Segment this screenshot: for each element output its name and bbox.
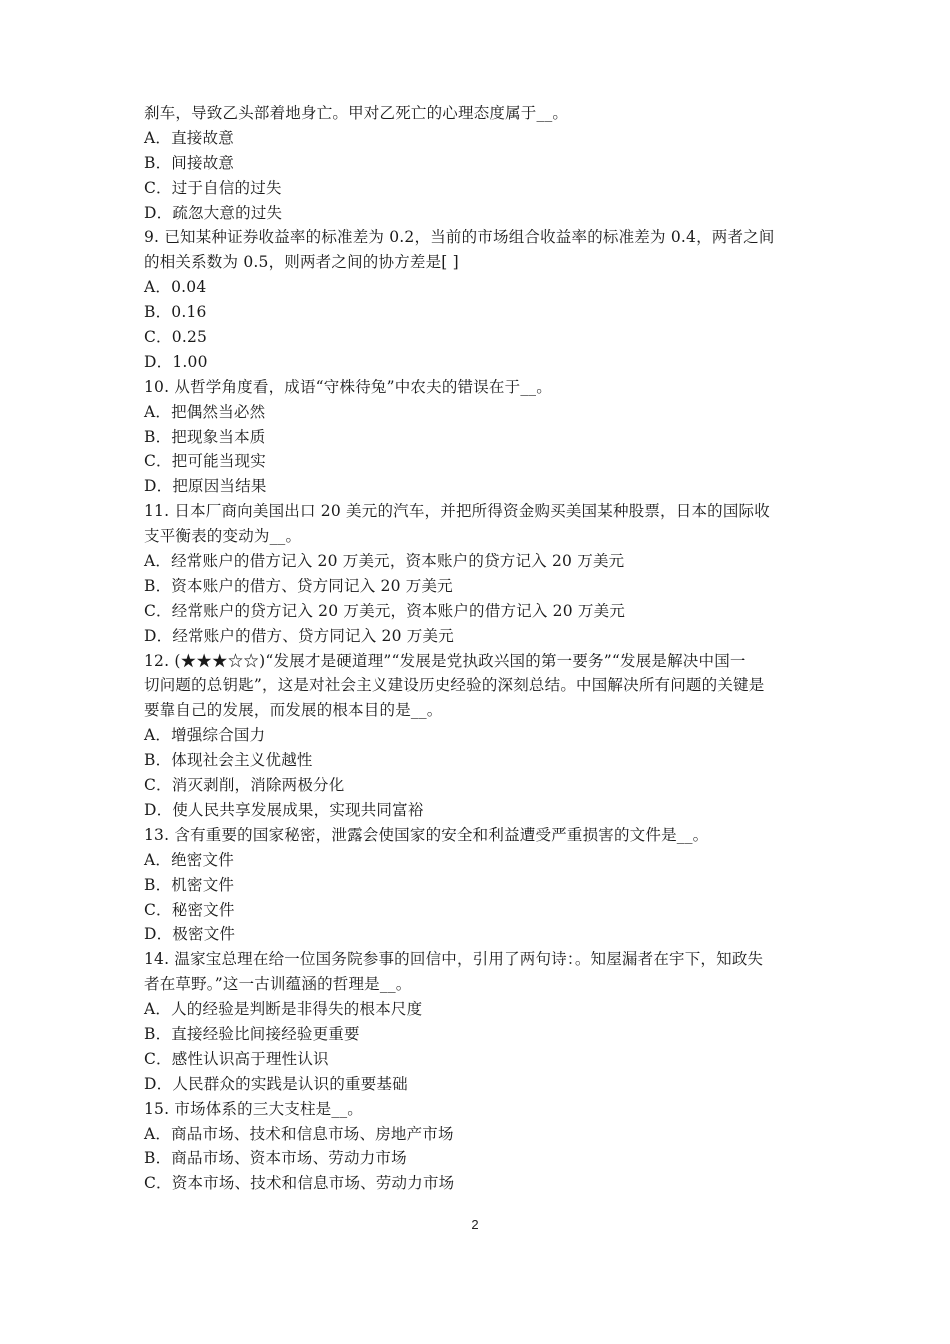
text-line: 支平衡表的变动为__。 <box>144 527 302 546</box>
text-line: C．把可能当现实 <box>144 452 266 471</box>
text-line: 14. 温家宝总理在给一位国务院参事的回信中，引用了两句诗：。知屋漏者在宇下，知政失 <box>144 950 764 969</box>
text-line: D．使人民共享发展成果，实现共同富裕 <box>144 800 424 819</box>
text-line: A．商品市场、技术和信息市场、房地产市场 <box>144 1124 454 1143</box>
page-content <box>144 101 810 1196</box>
text-line: 的相关系数为 0.5，则两者之间的协方差是[ ] <box>144 253 459 272</box>
text-line: B．0.16 <box>144 303 207 322</box>
text-line: B．体现社会主义优越性 <box>144 751 313 770</box>
text-line: B．直接经验比间接经验更重要 <box>144 1024 360 1043</box>
text-line: 12. (★★★☆☆)“发展才是硬道理”“发展是党执政兴国的第一要务”“发展是解决中国一 <box>144 651 746 670</box>
text-line: 10. 从哲学角度看，成语“守株待兔”中农夫的错误在于__。 <box>144 377 552 396</box>
text-line: 刹车，导致乙头部着地身亡。甲对乙死亡的心理态度属于__。 <box>144 104 569 122</box>
text-line: C．消灭剥削，消除两极分化 <box>144 776 345 795</box>
text-line: D．1.00 <box>144 352 208 371</box>
text-line: A．增强综合国力 <box>144 726 266 745</box>
text-line: C．0.25 <box>144 328 208 347</box>
text-line: 13. 含有重要的国家秘密，泄露会使国家的安全和利益遭受严重损害的文件是__。 <box>144 825 709 844</box>
text-line: A．0.04 <box>144 278 207 297</box>
text-line: B．间接故意 <box>144 153 235 172</box>
text-line: A．经常账户的借方记入 20 万美元，资本账户的贷方记入 20 万美元 <box>144 552 625 571</box>
text-line: 11. 日本厂商向美国出口 20 美元的汽车，并把所得资金购买美国某种股票，日本的国际收 <box>144 502 770 521</box>
text-line: C．秘密文件 <box>144 900 235 919</box>
text-line: A．直接故意 <box>144 128 234 147</box>
text-line: B．机密文件 <box>144 875 235 894</box>
text-line: A．绝密文件 <box>144 850 234 869</box>
text-line: C．过于自信的过失 <box>144 178 282 197</box>
text-line: 9. 已知某种证券收益率的标准差为 0.2，当前的市场组合收益率的标准差为 0.4，两者之间 <box>144 228 775 247</box>
text-line: 者在草野。”这一古训蕴涵的哲理是__。 <box>144 975 412 994</box>
text-line: C．感性认识高于理性认识 <box>144 1049 329 1068</box>
text-line: D．极密文件 <box>144 925 236 944</box>
text-line: C．资本市场、技术和信息市场、劳动力市场 <box>144 1174 455 1193</box>
page-number: 2 <box>471 1217 479 1232</box>
text-line: B．商品市场、资本市场、劳动力市场 <box>144 1149 407 1168</box>
text-line: D．人民群众的实践是认识的重要基础 <box>144 1074 408 1093</box>
text-line: D．疏忽大意的过失 <box>144 203 283 222</box>
text-line: B．资本账户的借方、贷方同记入 20 万美元 <box>144 576 453 595</box>
text-line: 要靠自己的发展，而发展的根本目的是__。 <box>144 701 443 720</box>
text-line: A．人的经验是判断是非得失的根本尺度 <box>144 1000 423 1019</box>
text-line: 切问题的总钥匙”，这是对社会主义建设历史经验的深刻总结。中国解决所有问题的关键是 <box>144 676 765 695</box>
text-line: 15. 市场体系的三大支柱是__。 <box>144 1099 363 1118</box>
text-line: D．经常账户的借方、贷方同记入 20 万美元 <box>144 626 454 645</box>
text-line: B．把现象当本质 <box>144 427 266 446</box>
text-line: A．把偶然当必然 <box>144 402 266 421</box>
text-line: C．经常账户的贷方记入 20 万美元，资本账户的借方记入 20 万美元 <box>144 601 626 620</box>
text-line: D．把原因当结果 <box>144 477 267 496</box>
